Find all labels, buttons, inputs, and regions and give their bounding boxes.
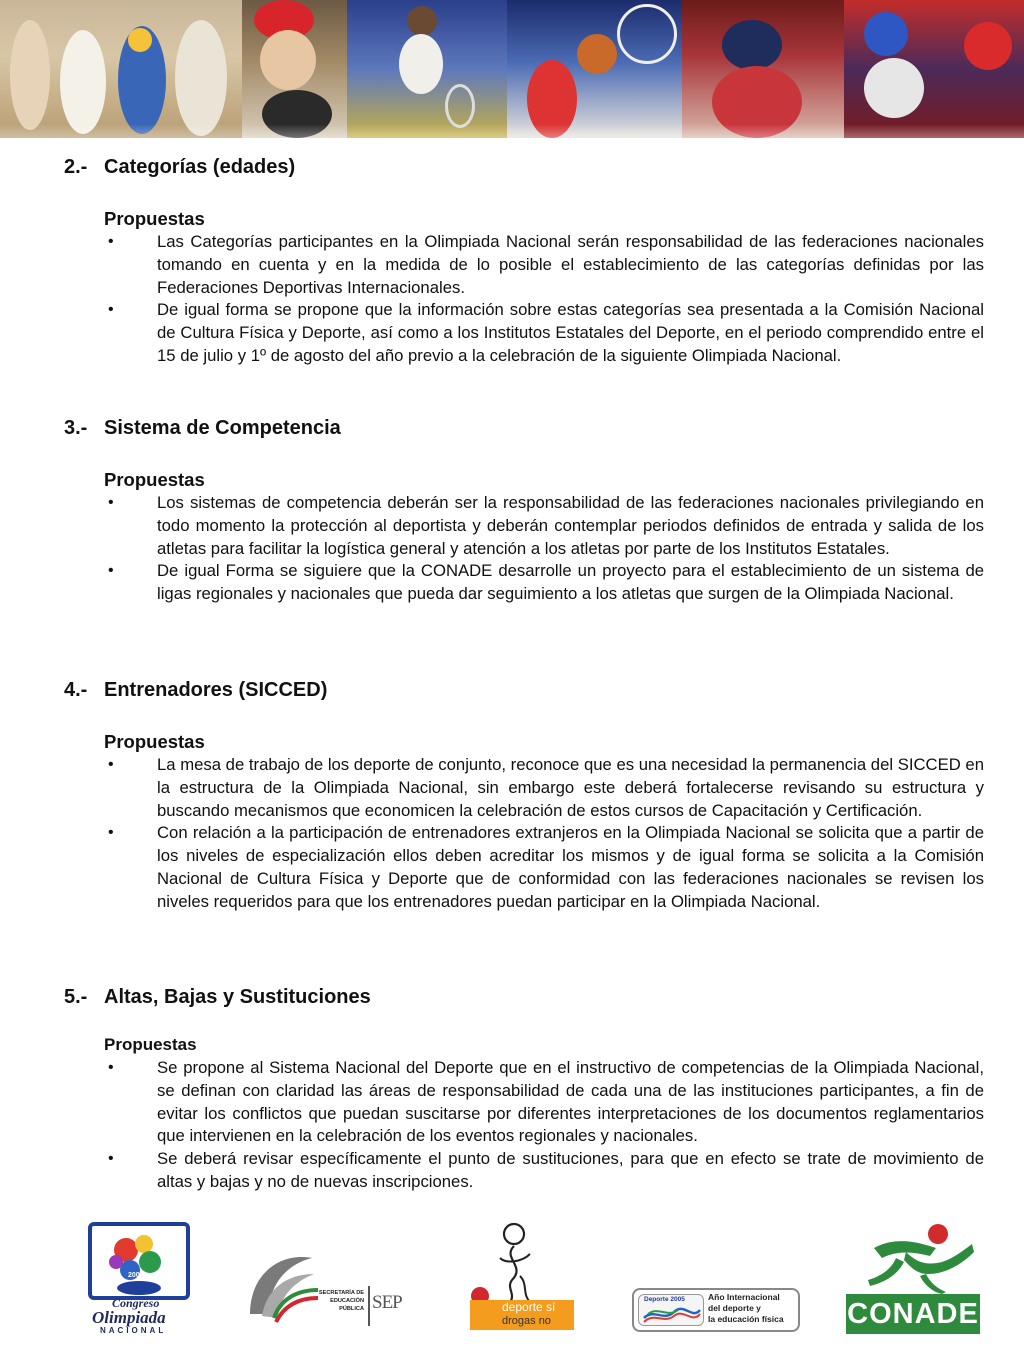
list-item: • Los sistemas de competencia deberán ser la responsabilidad de las federaciones nacionales privilegiando en todo momento la protección al deportista y deberán contemplar periodos definidos de entrada y salida de los atletas para facilitar la logística general y atención a los atletas por parte de los Institutos Estatales. [108, 493, 984, 558]
propuestas-heading: Propuestas [104, 469, 205, 490]
ano-line3: la educación física [708, 1314, 784, 1324]
conade-logo [846, 1222, 980, 1334]
sep-line2: EDUCACIÓN [330, 1298, 364, 1304]
list-item: • Se propone al Sistema Nacional del Deporte que en el instructivo de competencias de la Olimpiada Nacional, se definan con claridad las áreas de responsabilidad de cada una de las instituciones participantes, a fin de evitar los conflictos que puedan suscitarse por diferentes interpretaciones de los documentos reglamentarios que intervienen en la celebración de los eventos regionales y nacionales. [108, 1058, 984, 1146]
list-item: • Las Categorías participantes en la Olimpiada Nacional serán responsabilidad de las federaciones nacionales tomando en cuenta y en la medida de lo posible el establecimiento de las categorías definidas por las Federaciones Deportivas Internacionales. [108, 232, 984, 297]
congreso-emblem-icon [86, 1222, 192, 1300]
section-title: Categorías (edades) [104, 156, 296, 178]
proposal-list [64, 492, 984, 606]
congreso-year: 2005 [128, 1272, 144, 1279]
deporte-si-line1: deporte sí [502, 1300, 556, 1314]
section-altas-bajas [64, 985, 984, 1194]
proposal-list [64, 231, 984, 368]
eagle-emblem-icon [240, 1244, 320, 1326]
deporte-si-line2: drogas no [502, 1315, 551, 1327]
ano-internacional-logo [632, 1288, 800, 1332]
bullet-icon: • [108, 1150, 114, 1168]
boxing-photo [844, 0, 1024, 138]
sep-line3: PÚBLICA [339, 1306, 364, 1312]
header-photo-banner [0, 0, 1024, 138]
bullet-icon: • [108, 756, 114, 773]
proposal-list [64, 754, 984, 914]
chess-photo [242, 0, 347, 138]
section-number: 4.- [64, 679, 88, 701]
badminton-photo [347, 0, 507, 138]
section-title: Altas, Bajas y Sustituciones [104, 986, 371, 1008]
bullet-icon: • [108, 1059, 114, 1076]
section-sistema-competencia [64, 416, 984, 606]
propuestas-heading: Propuestas [104, 208, 205, 229]
banner-edge [0, 124, 1024, 138]
section-entrenadores [64, 678, 984, 914]
sep-line1: SECRETARÍA DE [318, 1290, 364, 1296]
proposal-list [64, 1057, 984, 1194]
list-item: • De igual Forma se siguiere que la CONADE desarrolle un proyecto para el establecimiento de un sistema de ligas regionales y nacionales que pueda dar seguimiento a los atletas que surgen de la Olimpiada Nacional. [108, 561, 984, 604]
baseball-photo [682, 0, 844, 138]
section-number: 2.- [64, 156, 88, 178]
section-number: 5.- [64, 986, 88, 1008]
congreso-line2: Olimpiada [92, 1308, 166, 1327]
section-title: Sistema de Competencia [104, 417, 341, 439]
sep-logo [240, 1244, 402, 1330]
ano-line1: Año Internacional [708, 1292, 780, 1302]
section-heading [64, 985, 984, 1009]
list-item: • La mesa de trabajo de los deporte de conjunto, reconoce que es una necesidad la permanencia del SICCED en la estructura de la Olimpiada Nacional, sin embargo este deberá fortalecerse revisando su estructura y buscando mecanismos que economicen la celebración de estos cursos de Capacitación y Certificación. [108, 755, 984, 820]
propuestas-heading: Propuestas [104, 731, 205, 752]
congreso-olimpiada-logo [86, 1222, 192, 1334]
basketball-photo [507, 0, 682, 138]
propuestas-heading: Propuestas [104, 1035, 197, 1054]
runner-figure-icon [470, 1218, 574, 1302]
deporte-2005-text: Deporte 2005 [644, 1296, 685, 1303]
congreso-line1: Congreso [112, 1296, 160, 1310]
section-heading [64, 155, 984, 179]
list-item: • Con relación a la participación de entrenadores extranjeros en la Olimpiada Nacional se solicita que a partir de los niveles de especialización ellos deben acreditar los mismos y de igual forma se solicita a la Comisión Nacional de Cultura Física y Deporte que de conformidad con las federaciones nacionales se revisen los niveles requeridos para que los entrenadores puedan participar en la Olimpiada Nacional. [108, 823, 984, 911]
sep-acronym: SEP [372, 1292, 402, 1313]
bullet-icon: • [108, 824, 114, 842]
ribbons-icon [642, 1306, 702, 1324]
section-heading [64, 678, 984, 702]
sep-divider [368, 1286, 370, 1326]
deporte-si-drogas-no-logo [470, 1218, 574, 1330]
section-number: 3.- [64, 417, 88, 439]
bullet-icon: • [108, 233, 114, 250]
section-heading [64, 416, 984, 440]
ano-line2: del deporte y [708, 1303, 761, 1313]
runners-photo [0, 0, 242, 138]
bullet-icon: • [108, 562, 114, 580]
conade-name: CONADE [847, 1298, 979, 1330]
conade-runner-icon [846, 1222, 980, 1294]
section-title: Entrenadores (SICCED) [104, 679, 328, 701]
section-categorias [64, 155, 984, 368]
list-item: • Se deberá revisar específicamente el punto de sustituciones, para que en efecto se trate de movimiento de altas y bajas y no de nuevas inscripciones. [108, 1149, 984, 1191]
list-item: • De igual forma se propone que la información sobre estas categorías sea presentada a la Comisión Nacional de Cultura Física y Deporte, así como a los Institutos Estatales del Deporte, en el periodo comprendido entre el 15 de julio y 1º de agosto del año previo a la celebración de la siguiente Olimpiada Nacional. [108, 300, 984, 365]
bullet-icon: • [108, 301, 114, 319]
congreso-line3: NACIONAL [100, 1326, 167, 1335]
bullet-icon: • [108, 494, 114, 511]
